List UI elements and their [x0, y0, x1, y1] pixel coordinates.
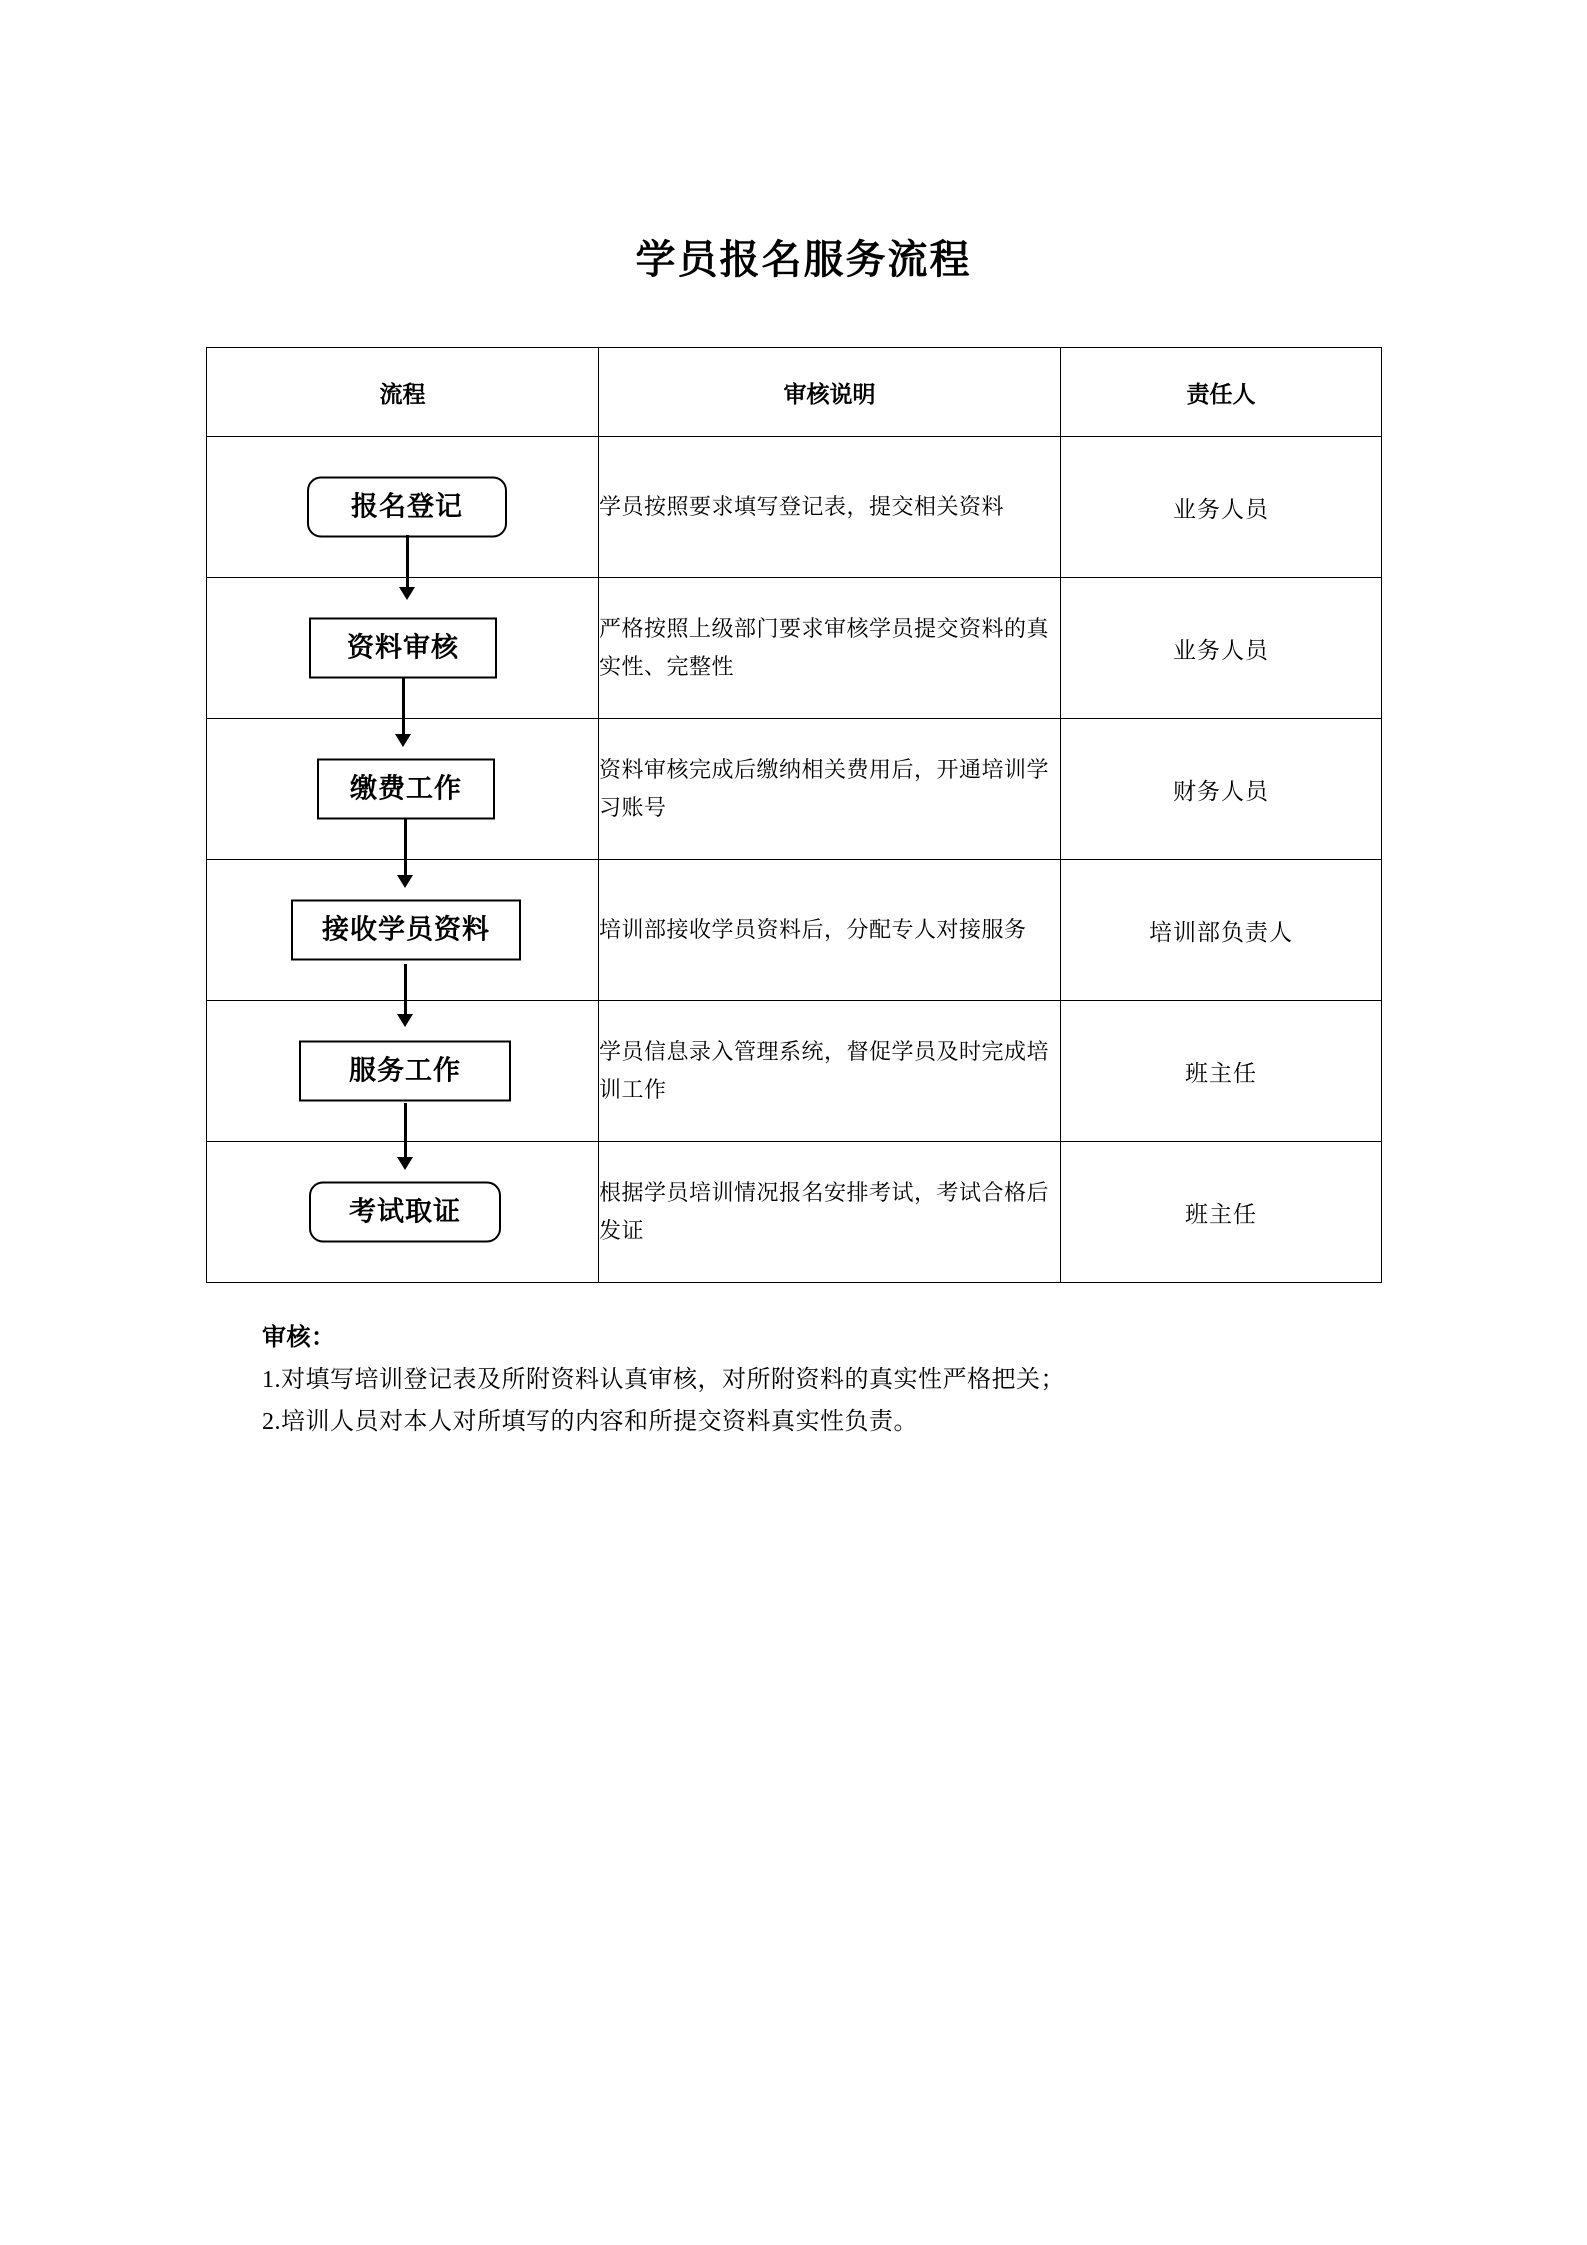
page-title: 学员报名服务流程 [635, 238, 972, 282]
column-header-process: 流程 [207, 348, 599, 437]
table-header-row [207, 348, 1382, 437]
flow-description-3: 资料审核完成后缴纳相关费用后，开通培训学习账号 [599, 719, 1061, 860]
flow-description-2: 严格按照上级部门要求审核学员提交资料的真实性、完整性 [599, 578, 1061, 719]
flow-description-4: 培训部接收学员资料后，分配专人对接服务 [599, 860, 1061, 1001]
flow-owner-3: 财务人员 [1061, 719, 1382, 860]
flow-node-cell-1 [207, 437, 599, 578]
flow-node-service-work: 服务工作 [299, 1041, 511, 1102]
column-header-description: 审核说明 [599, 348, 1061, 437]
flow-node-cell-3 [207, 719, 599, 860]
flow-description-5: 学员信息录入管理系统，督促学员及时完成培训工作 [599, 1001, 1061, 1142]
flow-node-registration: 报名登记 [307, 477, 507, 538]
table-row [207, 1001, 1382, 1142]
flow-node-cell-6 [207, 1142, 599, 1283]
table-row [207, 719, 1382, 860]
flow-node-receive-materials: 接收学员资料 [291, 900, 521, 961]
flow-owner-2: 业务人员 [1061, 578, 1382, 719]
flow-node-material-review: 资料审核 [309, 618, 497, 679]
table-row [207, 437, 1382, 578]
flow-owner-4: 培训部负责人 [1061, 860, 1382, 1001]
table-row [207, 578, 1382, 719]
notes-title: 审核： [262, 1324, 336, 1351]
flow-node-cell-2 [207, 578, 599, 719]
flow-node-cell-4 [207, 860, 599, 1001]
flow-description-6: 根据学员培训情况报名安排考试，考试合格后发证 [599, 1142, 1061, 1283]
table-row [207, 860, 1382, 1001]
flow-node-cell-5 [207, 1001, 599, 1142]
flow-table-wrapper [206, 347, 1381, 1283]
flow-node-payment: 缴费工作 [317, 759, 495, 820]
notes-item-1: 1.对填写培训登记表及所附资料认真审核，对所附资料的真实性严格把关； [262, 1367, 1065, 1393]
notes-item-2: 2.培训人员对本人对所填写的内容和所提交资料真实性负责。 [262, 1409, 918, 1435]
flow-table [206, 347, 1382, 1283]
table-row [207, 1142, 1382, 1283]
flow-owner-1: 业务人员 [1061, 437, 1382, 578]
flow-description-1: 学员按照要求填写登记表，提交相关资料 [599, 437, 1061, 578]
flow-node-exam-certification: 考试取证 [309, 1182, 501, 1243]
notes-section [206, 1317, 1381, 1443]
flow-owner-5: 班主任 [1061, 1001, 1382, 1142]
column-header-owner: 责任人 [1061, 348, 1382, 437]
flow-owner-6: 班主任 [1061, 1142, 1382, 1283]
